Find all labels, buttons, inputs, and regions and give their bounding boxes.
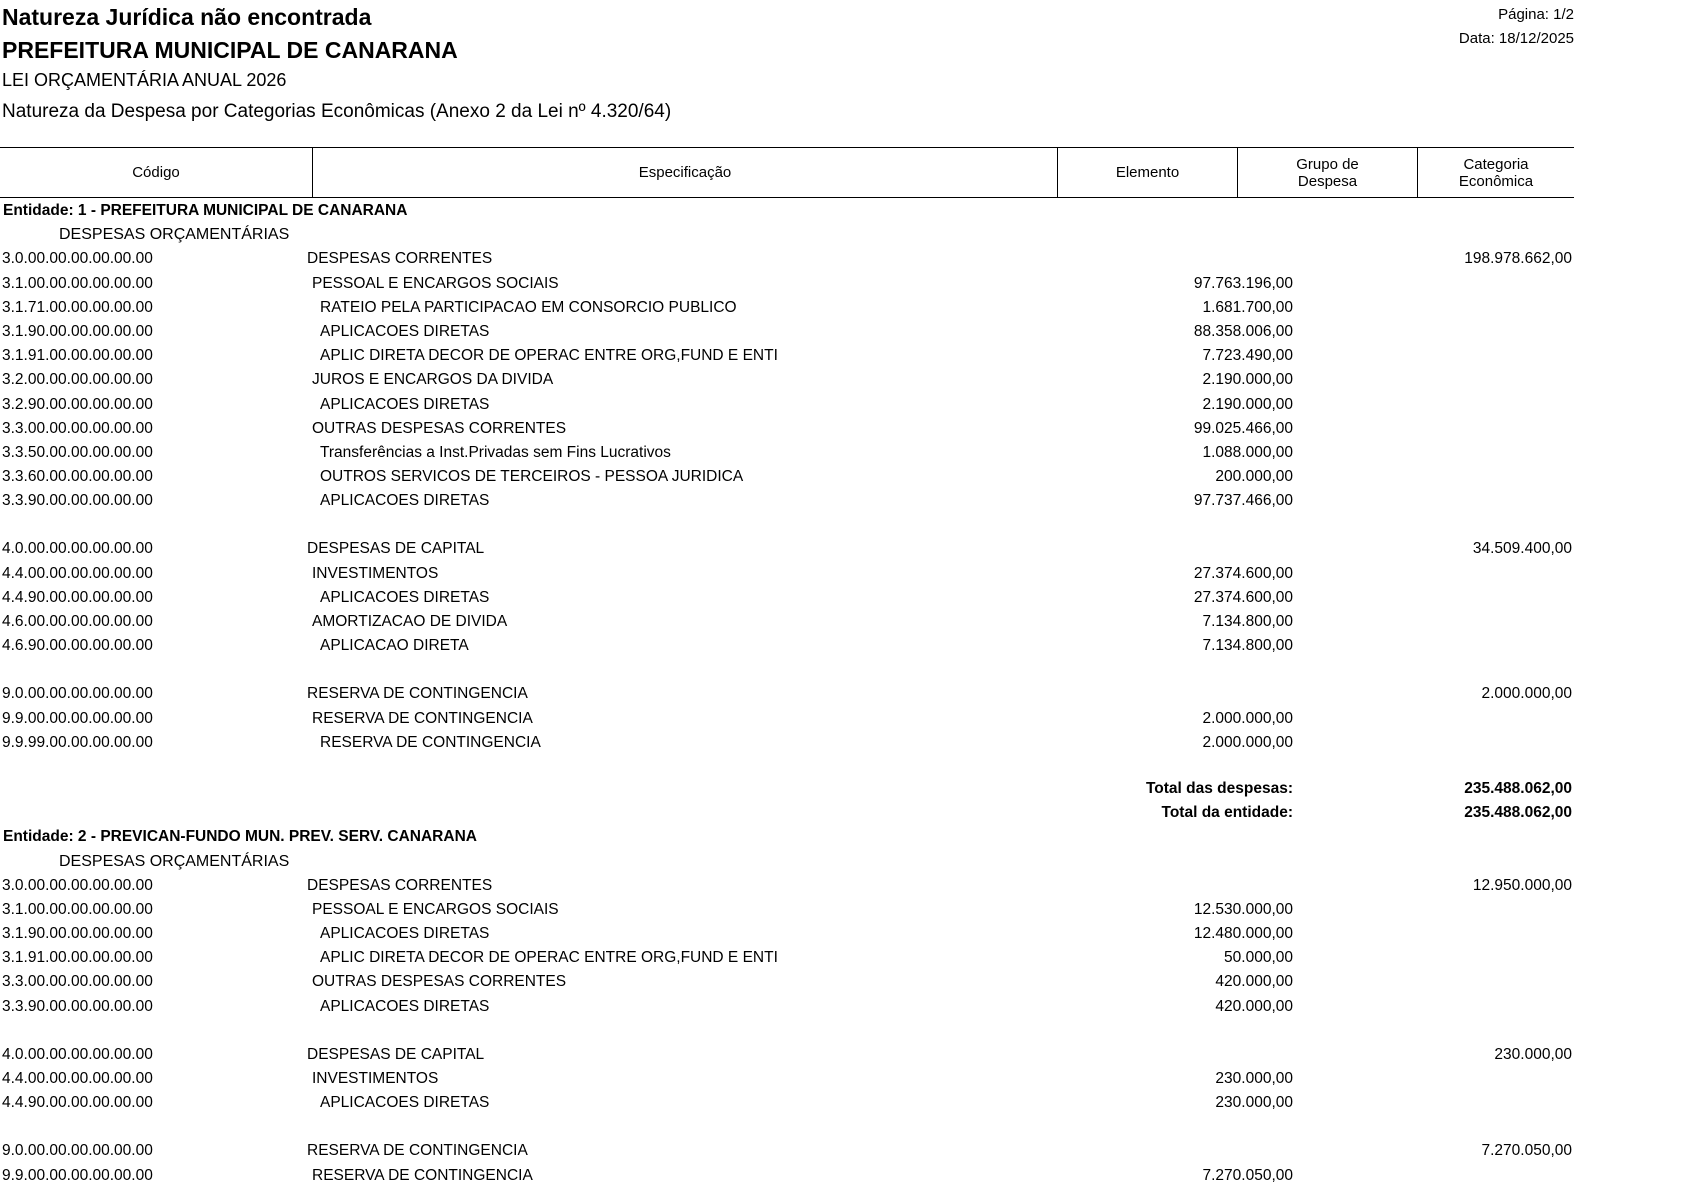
row-specification: INVESTIMENTOS <box>312 564 439 582</box>
row-code: 9.9.00.00.00.00.00.00 <box>2 709 153 727</box>
row-grupo-despesa: 88.358.006,00 <box>1193 322 1293 340</box>
row-specification: RATEIO PELA PARTICIPACAO EM CONSORCIO PUBLICO <box>320 298 737 316</box>
row-code: 3.2.90.00.00.00.00.00 <box>2 395 153 413</box>
table-row <box>0 295 1574 319</box>
table-row <box>0 440 1574 464</box>
row-grupo-despesa: 2.000.000,00 <box>1202 733 1293 751</box>
total-row <box>0 776 1574 800</box>
row-code: 4.6.90.00.00.00.00.00 <box>2 637 153 655</box>
row-specification: DESPESAS CORRENTES <box>307 876 493 894</box>
table-row <box>0 1163 1574 1187</box>
table-row <box>0 319 1574 343</box>
group-spacer <box>0 657 1574 681</box>
table-row <box>0 488 1574 512</box>
row-specification: DESPESAS CORRENTES <box>307 250 493 268</box>
table-row <box>0 969 1574 993</box>
row-grupo-despesa: 230.000,00 <box>1215 1094 1293 1112</box>
table-row <box>0 367 1574 391</box>
row-code: 3.1.91.00.00.00.00.00 <box>2 949 153 967</box>
section-row <box>0 222 1574 246</box>
row-specification: DESPESAS DE CAPITAL <box>307 1045 485 1063</box>
report-title-natureza: Natureza Jurídica não encontrada <box>2 4 372 30</box>
table-row <box>0 1066 1574 1090</box>
row-grupo-despesa: 230.000,00 <box>1215 1070 1293 1087</box>
row-grupo-despesa: 1.088.000,00 <box>1202 443 1293 461</box>
row-specification: RESERVA DE CONTINGENCIA <box>307 685 528 703</box>
table-row <box>0 921 1574 945</box>
table-row <box>0 561 1574 585</box>
row-categoria-economica: 12.950.000,00 <box>1472 876 1572 894</box>
row-specification: RESERVA DE CONTINGENCIA <box>307 1142 528 1160</box>
row-code: 3.1.00.00.00.00.00.00 <box>2 900 153 918</box>
row-code: 4.4.00.00.00.00.00.00 <box>2 564 153 582</box>
table-row <box>0 1090 1574 1114</box>
section-label: DESPESAS ORÇAMENTÁRIAS <box>59 852 290 870</box>
column-header-grupo-line2: Despesa <box>1297 172 1358 190</box>
row-specification: APLICACOES DIRETAS <box>320 588 490 606</box>
row-code: 3.3.60.00.00.00.00.00 <box>2 468 153 486</box>
row-grupo-despesa: 97.763.196,00 <box>1193 274 1293 292</box>
column-header-categoria-line1: Categoria <box>1463 155 1529 173</box>
report-date: Data: 18/12/2025 <box>1458 30 1574 47</box>
report-title-prefeitura: PREFEITURA MUNICIPAL DE CANARANA <box>2 37 458 63</box>
row-specification: OUTRAS DESPESAS CORRENTES <box>312 973 567 991</box>
row-grupo-despesa: 200.000,00 <box>1215 468 1293 486</box>
row-code: 9.9.00.00.00.00.00.00 <box>2 1166 153 1184</box>
row-specification: APLIC DIRETA DECOR DE OPERAC ENTRE ORG,FUND E ENTI <box>320 347 778 365</box>
table-row <box>0 343 1574 367</box>
table-row <box>0 416 1574 440</box>
entity-label: Entidade: 2 - PREVICAN-FUNDO MUN. PREV. SERV. CANARANA <box>3 828 477 846</box>
row-grupo-despesa: 7.723.490,00 <box>1202 347 1293 365</box>
row-code: 3.1.90.00.00.00.00.00 <box>2 925 153 943</box>
row-specification: DESPESAS DE CAPITAL <box>307 540 485 558</box>
row-code: 3.0.00.00.00.00.00.00 <box>2 250 153 268</box>
column-header-categoria <box>1417 148 1574 197</box>
row-grupo-despesa: 420.000,00 <box>1215 997 1293 1015</box>
row-categoria-economica: 198.978.662,00 <box>1464 250 1572 268</box>
column-header-grupo-line1: Grupo de <box>1296 155 1359 173</box>
table-row <box>0 1042 1574 1066</box>
row-code: 3.1.90.00.00.00.00.00 <box>2 322 153 340</box>
column-header-codigo: Código <box>132 164 180 181</box>
column-header-especificacao: Especificação <box>312 148 1057 197</box>
row-grupo-despesa: 2.000.000,00 <box>1202 709 1293 727</box>
row-categoria-economica: 34.509.400,00 <box>1472 540 1572 558</box>
row-specification: AMORTIZACAO DE DIVIDA <box>312 613 508 630</box>
group-spacer <box>0 1114 1574 1138</box>
report-body <box>0 198 1574 1187</box>
column-header-grupo <box>1237 148 1417 197</box>
total-row <box>0 800 1574 824</box>
row-grupo-despesa: 12.530.000,00 <box>1193 900 1293 918</box>
table-row <box>0 271 1574 295</box>
table-row <box>0 392 1574 416</box>
row-code: 3.1.71.00.00.00.00.00 <box>2 298 153 316</box>
entity-row <box>0 198 1574 222</box>
row-code: 3.3.00.00.00.00.00.00 <box>2 419 153 437</box>
row-grupo-despesa: 2.190.000,00 <box>1202 395 1293 413</box>
table-row <box>0 873 1574 897</box>
column-header-categoria-line2: Econômica <box>1458 172 1534 190</box>
table-row <box>0 246 1574 270</box>
row-specification: APLICACOES DIRETAS <box>320 492 490 510</box>
row-specification: JUROS E ENCARGOS DA DIVIDA <box>312 371 554 389</box>
row-code: 3.3.00.00.00.00.00.00 <box>2 973 153 991</box>
row-code: 4.6.00.00.00.00.00.00 <box>2 613 153 630</box>
row-specification: INVESTIMENTOS <box>312 1070 439 1087</box>
table-row <box>0 609 1574 633</box>
table-row <box>0 464 1574 488</box>
row-code: 4.0.00.00.00.00.00.00 <box>2 1045 153 1063</box>
row-specification: APLICACOES DIRETAS <box>320 395 490 413</box>
table-row <box>0 730 1574 754</box>
row-grupo-despesa: 27.374.600,00 <box>1193 588 1293 606</box>
table-row <box>0 585 1574 609</box>
row-specification: APLICACOES DIRETAS <box>320 1094 490 1112</box>
row-grupo-despesa: 7.134.800,00 <box>1202 637 1293 655</box>
total-label: Total das despesas: <box>1145 779 1293 797</box>
row-grupo-despesa: 7.134.800,00 <box>1202 613 1293 630</box>
row-grupo-despesa: 2.190.000,00 <box>1202 371 1293 389</box>
row-specification: APLIC DIRETA DECOR DE OPERAC ENTRE ORG,FUND E ENTI <box>320 949 778 967</box>
row-code: 3.0.00.00.00.00.00.00 <box>2 876 153 894</box>
row-grupo-despesa: 12.480.000,00 <box>1193 925 1293 943</box>
table-row <box>0 706 1574 730</box>
row-code: 3.3.90.00.00.00.00.00 <box>2 492 153 510</box>
row-specification: OUTROS SERVICOS DE TERCEIROS - PESSOA JURIDICA <box>320 468 744 486</box>
row-specification: RESERVA DE CONTINGENCIA <box>312 709 533 727</box>
row-code: 4.4.90.00.00.00.00.00 <box>2 588 153 606</box>
row-specification: APLICACAO DIRETA <box>320 637 469 655</box>
table-row <box>0 897 1574 921</box>
total-value: 235.488.062,00 <box>1464 779 1572 797</box>
row-specification: PESSOAL E ENCARGOS SOCIAIS <box>312 900 559 918</box>
column-header-row <box>0 147 1574 198</box>
row-code: 3.2.00.00.00.00.00.00 <box>2 371 153 389</box>
page-number: Página: 1/2 <box>1498 6 1574 23</box>
row-specification: Transferências a Inst.Privadas sem Fins Lucrativos <box>320 443 671 461</box>
row-specification: RESERVA DE CONTINGENCIA <box>312 1166 533 1184</box>
total-label: Total da entidade: <box>1161 804 1293 822</box>
row-categoria-economica: 230.000,00 <box>1494 1045 1572 1063</box>
row-grupo-despesa: 1.681.700,00 <box>1202 298 1293 316</box>
row-grupo-despesa: 420.000,00 <box>1215 973 1293 991</box>
report-subtitle: Natureza da Despesa por Categorias Econômicas (Anexo 2 da Lei nº 4.320/64) <box>2 101 672 122</box>
row-grupo-despesa: 7.270.050,00 <box>1202 1166 1293 1184</box>
row-specification: APLICACOES DIRETAS <box>320 997 490 1015</box>
column-header-elemento: Elemento <box>1057 148 1237 197</box>
entity-row <box>0 824 1574 848</box>
section-row <box>0 849 1574 873</box>
table-row <box>0 994 1574 1018</box>
row-code: 3.3.90.00.00.00.00.00 <box>2 997 153 1015</box>
total-value: 235.488.062,00 <box>1464 804 1572 822</box>
row-code: 9.0.00.00.00.00.00.00 <box>2 685 153 703</box>
row-code: 9.9.99.00.00.00.00.00 <box>2 733 153 751</box>
entity-label: Entidade: 1 - PREFEITURA MUNICIPAL DE CANARANA <box>3 202 408 219</box>
section-label: DESPESAS ORÇAMENTÁRIAS <box>59 226 290 244</box>
table-row <box>0 536 1574 560</box>
table-row <box>0 1138 1574 1162</box>
group-spacer <box>0 1018 1574 1042</box>
row-code: 3.1.91.00.00.00.00.00 <box>2 347 153 365</box>
table-row <box>0 945 1574 969</box>
row-grupo-despesa: 27.374.600,00 <box>1193 564 1293 582</box>
group-spacer <box>0 512 1574 536</box>
row-categoria-economica: 7.270.050,00 <box>1481 1142 1572 1160</box>
row-grupo-despesa: 99.025.466,00 <box>1193 419 1293 437</box>
row-specification: OUTRAS DESPESAS CORRENTES <box>312 419 567 437</box>
row-grupo-despesa: 97.737.466,00 <box>1193 492 1293 510</box>
row-code: 4.0.00.00.00.00.00.00 <box>2 540 153 558</box>
row-code: 3.3.50.00.00.00.00.00 <box>2 443 153 461</box>
table-row <box>0 681 1574 705</box>
row-grupo-despesa: 50.000,00 <box>1224 949 1293 967</box>
row-code: 4.4.00.00.00.00.00.00 <box>2 1070 153 1087</box>
row-specification: APLICACOES DIRETAS <box>320 925 490 943</box>
report-header <box>0 0 1684 140</box>
row-categoria-economica: 2.000.000,00 <box>1481 685 1572 703</box>
row-code: 9.0.00.00.00.00.00.00 <box>2 1142 153 1160</box>
table-row <box>0 633 1574 657</box>
row-code: 3.1.00.00.00.00.00.00 <box>2 274 153 292</box>
row-specification: APLICACOES DIRETAS <box>320 322 490 340</box>
row-code: 4.4.90.00.00.00.00.00 <box>2 1094 153 1112</box>
totals-spacer <box>0 754 1574 776</box>
row-specification: RESERVA DE CONTINGENCIA <box>320 733 541 751</box>
report-title-lei: LEI ORÇAMENTÁRIA ANUAL 2026 <box>2 70 287 90</box>
row-specification: PESSOAL E ENCARGOS SOCIAIS <box>312 274 559 292</box>
